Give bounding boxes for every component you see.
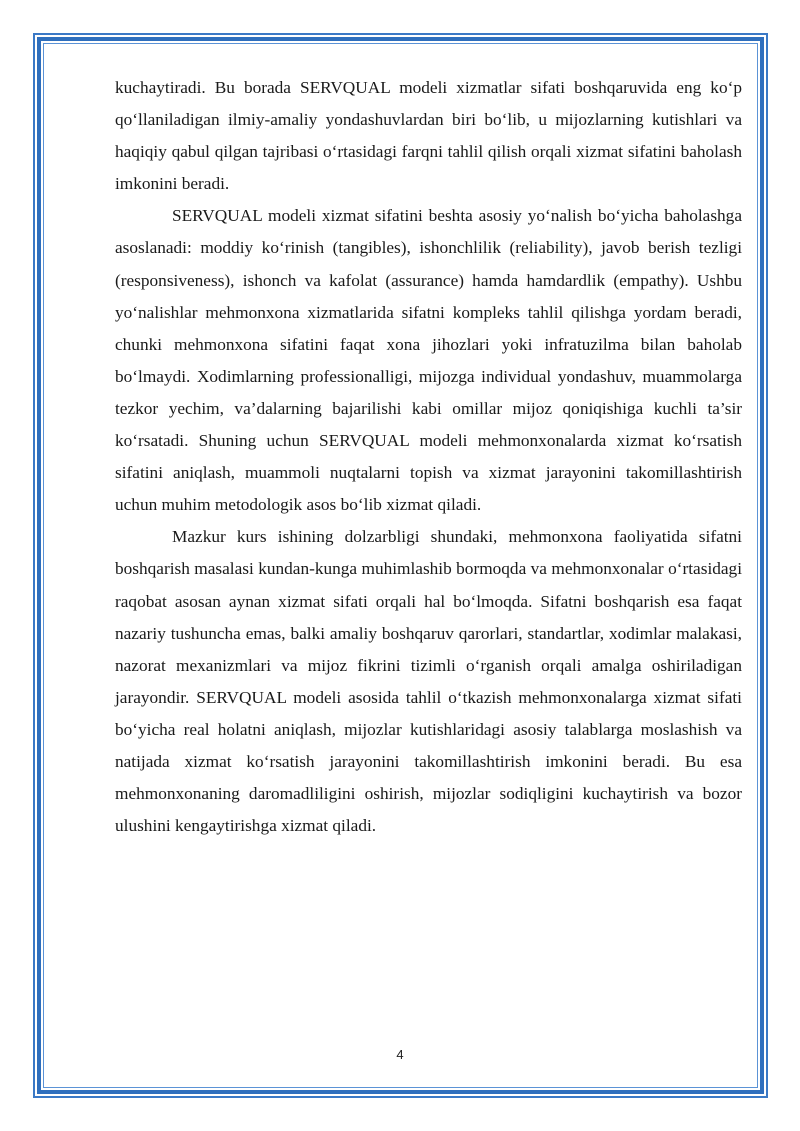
document-body (115, 72, 742, 842)
page-number: 4 (396, 1047, 404, 1062)
paragraph-1: kuchaytiradi. Bu borada SERVQUAL modeli xizmatlar sifati boshqaruvida eng ko‘p qo‘llaniladigan ilmiy-amaliy yondashuvlardan biri bo‘lib, u mijozlarning kutishlari va haqiqiy qabul qilgan tajribasi o‘rtasidagi farqni tahlil qilish orqali xizmat sifatini baholash imkonini beradi. (115, 78, 742, 194)
paragraph-3: Mazkur kurs ishining dolzarbligi shundaki, mehmonxona faoliyatida sifatni boshqarish masalasi kundan-kunga muhimlashib bormoqda va mehmonxonalar o‘rtasidagi raqobat asosan aynan xizmat sifati orqali hal bo‘lmoqda. Sifatni boshqarish esa faqat nazariy tushuncha emas, balki amaliy boshqaruv qarorlari, standartlar, xodimlar malakasi, nazorat mexanizmlari va mijoz fikrini tizimli o‘rganish orqali amalga oshiriladigan jarayondir. SERVQUAL modeli asosida tahlil o‘tkazish mehmonxonalarga xizmat sifati bo‘yicha real holatni aniqlash, mijozlar kutishlaridagi asosiy talablarga moslashish va natijada xizmat ko‘rsatish jarayonini takomillashtirish imkonini beradi. Bu esa mehmonxonaning daromadliligini oshirish, mijozlar sodiqligini kuchaytirish va bozor ulushini kengaytirishga xizmat qiladi. (115, 527, 742, 836)
paragraph-2: SERVQUAL modeli xizmat sifatini beshta asosiy yo‘nalish bo‘yicha baholashga asoslanadi: moddiy ko‘rinish (tangibles), ishonchlilik (reliability), javob berish tezligi (responsiveness), ishonch va kafolat (assurance) hamda hamdardlik (empathy). Ushbu yo‘nalishlar mehmonxona xizmatlarida sifatni kompleks tahlil qilishga yordam beradi, chunki mehmonxona sifatini faqat xona jihozlari yoki infratuzilma bilan baholab bo‘lmaydi. Xodimlarning professionalligi, mijozga individual yondashuv, muammolarga tezkor yechim, va’dalarning bajarilishi kabi omillar mijoz qoniqishiga kuchli ta’sir ko‘rsatadi. Shuning uchun SERVQUAL modeli mehmonxonalarda xizmat ko‘rsatish sifatini aniqlash, muammoli nuqtalarni topish va xizmat jarayonini takomillashtirish uchun muhim metodologik asos bo‘lib xizmat qiladi. (115, 206, 742, 515)
